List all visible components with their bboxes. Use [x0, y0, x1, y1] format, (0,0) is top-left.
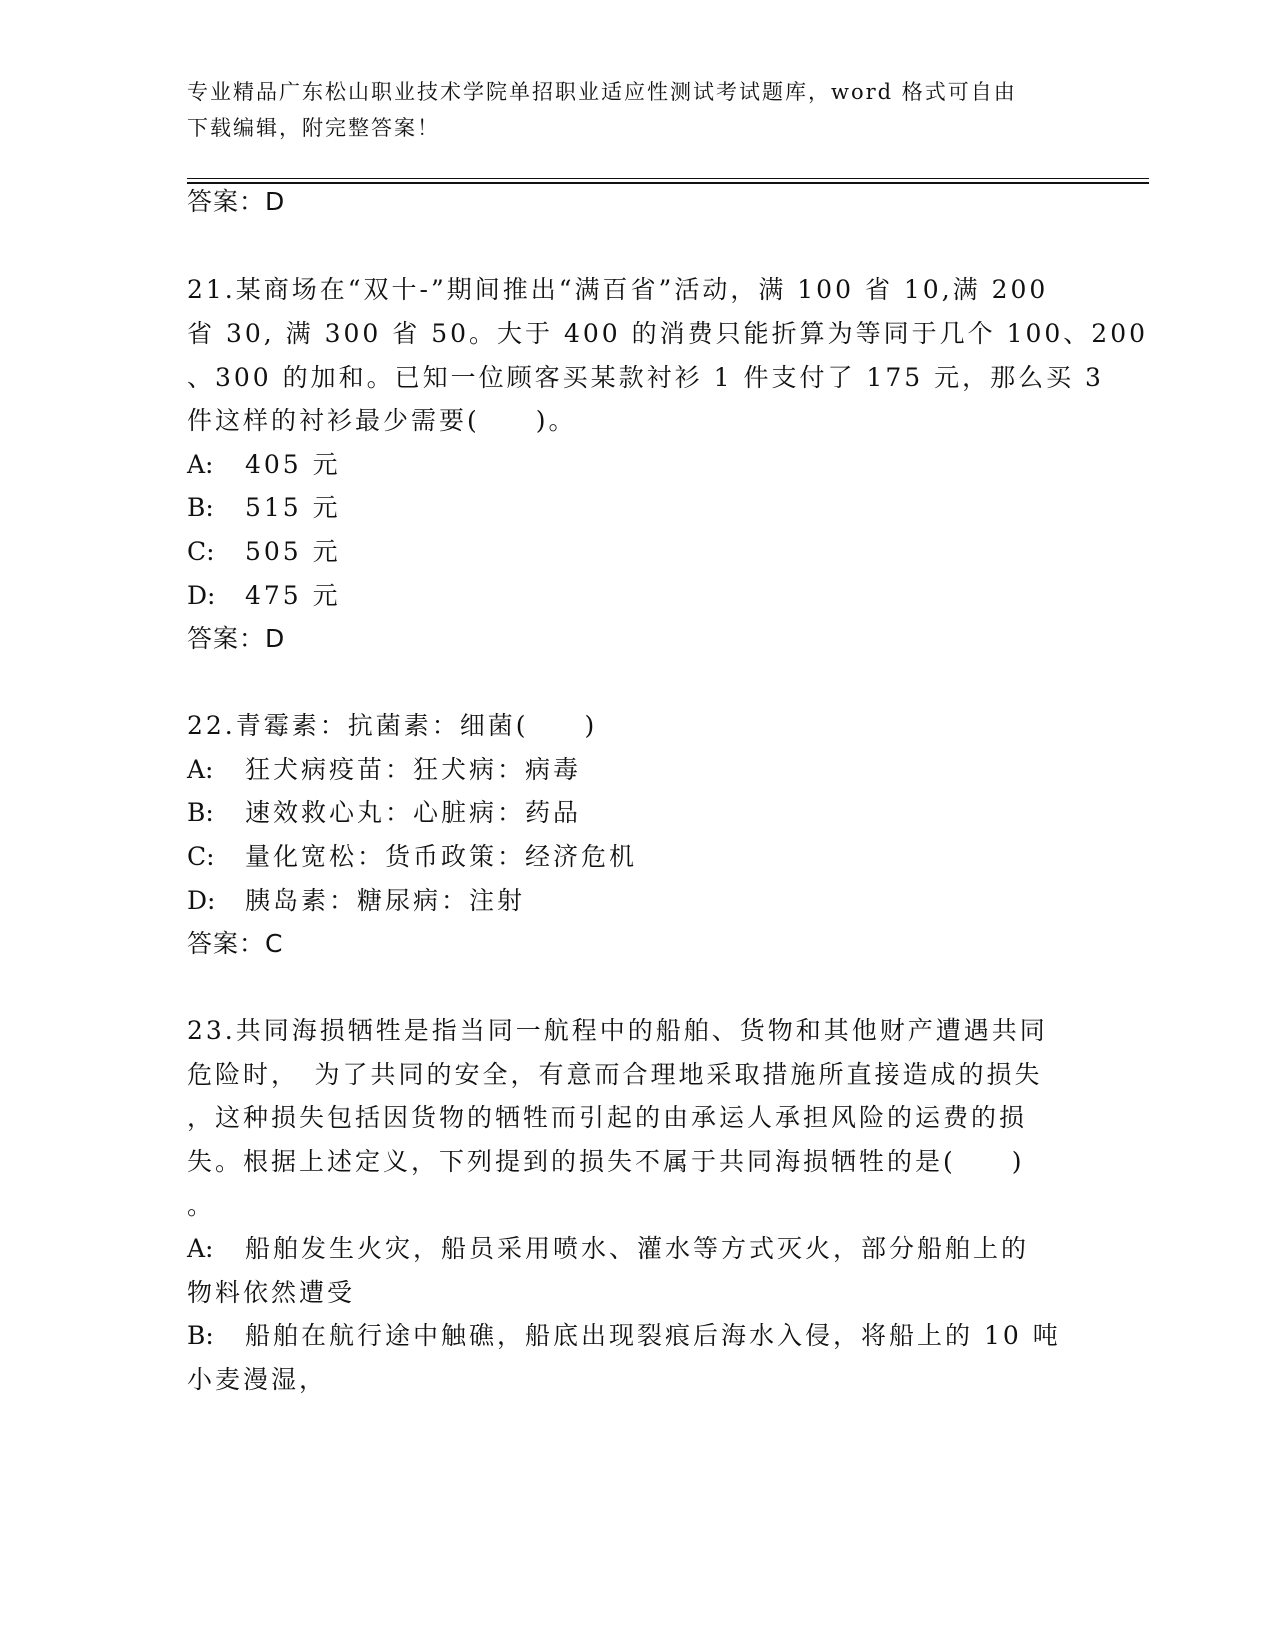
question-22-option-a: A: 狂犬病疫苗：狂犬病：病毒 [187, 755, 582, 784]
question-23-line-3: ，这种损失包括因货物的牺牲而引起的由承运人承担风险的运费的损 [187, 1103, 1028, 1132]
header-divider-thick [187, 182, 1149, 184]
question-21-option-a: A: 405 元 [187, 450, 341, 479]
question-22-answer: 答案：C [187, 929, 284, 958]
question-21-line-2: 省 30, 满 300 省 50。大于 400 的消费只能折算为等同于几个 100、200 [187, 319, 1149, 348]
question-21-line-1: 21.某商场在“双十-”期间推出“满百省”活动，满 100 省 10,满 200 [187, 275, 1049, 304]
question-22-option-d: D: 胰岛素：糖尿病：注射 [187, 886, 526, 915]
question-21-line-3: 、300 的加和。已知一位顾客买某款衬衫 1 件支付了 175 元，那么买 3 [187, 363, 1104, 392]
question-22-line-1: 22.青霉素：抗菌素：细菌( ) [187, 711, 598, 740]
answer-line: 答案：D [187, 187, 286, 216]
header-line-1: 专业精品广东松山职业技术学院单招职业适应性测试考试题库，word 格式可自由 [187, 80, 1017, 104]
question-21-option-d: D: 475 元 [187, 581, 341, 610]
document-header [187, 74, 1087, 146]
question-23-option-b-cont: 小麦漫湿， [187, 1365, 328, 1394]
question-22-option-b: B: 速效救心丸：心脏病：药品 [187, 798, 582, 827]
question-23-line-4: 失。根据上述定义，下列提到的损失不属于共同海损牺牲的是( ) [187, 1147, 1025, 1176]
question-23-option-a-cont: 物料依然遭受 [187, 1278, 356, 1307]
question-21-answer: 答案：D [187, 624, 286, 653]
question-23-option-a: A: 船舶发生火灾，船员采用喷水、灌水等方式灭火，部分船舶上的 [187, 1234, 1030, 1263]
question-23-line-1: 23.共同海损牺牲是指当同一航程中的船舶、货物和其他财产遭遇共同 [187, 1016, 1048, 1045]
question-21-option-c: C: 505 元 [187, 537, 341, 566]
question-22-option-c: C: 量化宽松：货币政策：经济危机 [187, 842, 638, 871]
question-23-line-2: 危险时， 为了共同的安全，有意而合理地采取措施所直接造成的损失 [187, 1060, 1043, 1089]
header-divider-thin [187, 178, 1149, 179]
question-21-option-b: B: 515 元 [187, 493, 341, 522]
header-line-2: 下载编辑，附完整答案！ [187, 116, 440, 140]
question-21-line-4: 件这样的衬衫最少需要( )。 [187, 406, 577, 435]
question-23-line-5: 。 [187, 1191, 216, 1220]
question-23-option-b: B: 船舶在航行途中触礁，船底出现裂痕后海水入侵，将船上的 10 吨 [187, 1321, 1061, 1350]
